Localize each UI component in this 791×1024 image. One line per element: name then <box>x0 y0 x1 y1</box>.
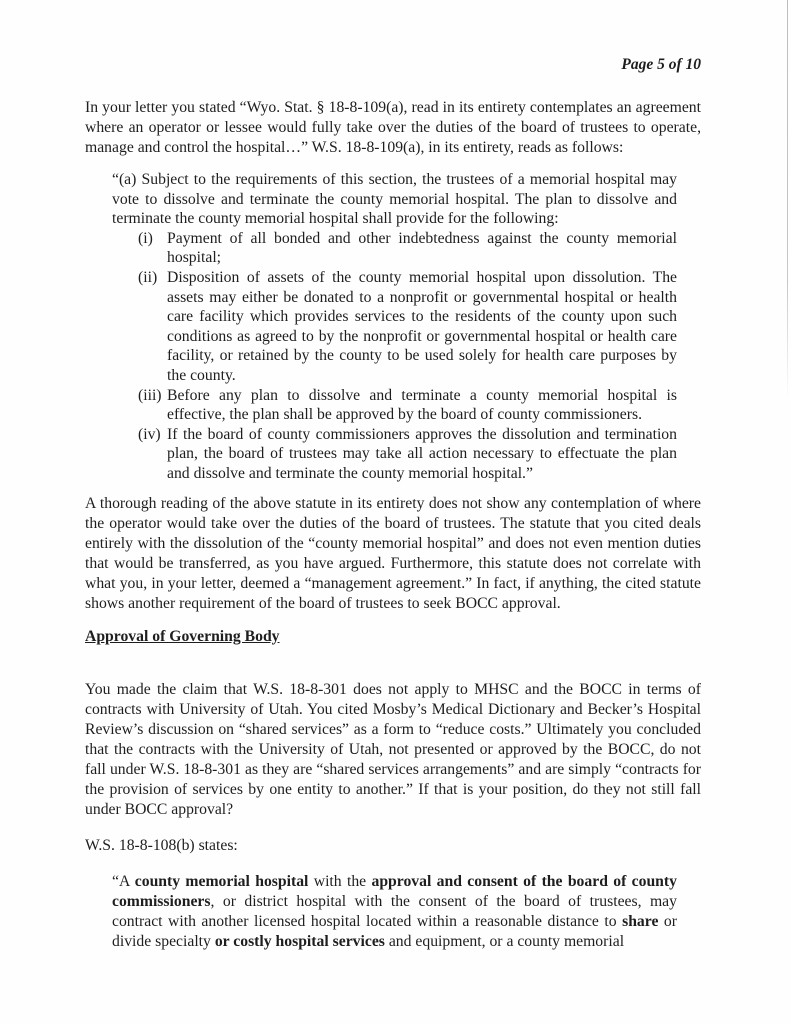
quote-segment: or divide specialty <box>112 912 677 950</box>
scan-artifact-line <box>787 0 788 400</box>
statute-item-label: (iv) <box>138 425 161 443</box>
statute-item-label: (iii) <box>138 386 162 404</box>
quote-segment-bold: or costly hospital services <box>214 932 385 950</box>
section-heading-approval-of-governing-body: Approval of Governing Body <box>85 627 280 645</box>
page-number-header: Page 5 of 10 <box>621 56 701 73</box>
statute-item-label: (i) <box>138 229 153 247</box>
quote-segment-bold: share <box>622 912 659 930</box>
statute-item-iv <box>112 425 677 484</box>
quote-segment: “A <box>112 872 135 890</box>
statute-item-iii <box>112 386 677 425</box>
statute-quote-18-8-109a <box>112 170 677 484</box>
statute-quote-18-8-108b <box>112 872 677 952</box>
quote-segment: , or district hospital with the consent of the board of trustees, may contract with another licensed hospital located within a reasonable distance to <box>112 892 677 930</box>
statute-quote-intro: “(a) Subject to the requirements of this section, the trustees of a memorial hospital may vote to dissolve and terminate the county memorial hospital. The plan to dissolve and terminate the county memorial hospital shall provide for the following: <box>112 171 677 228</box>
document-content <box>85 57 701 952</box>
paragraph-statute-lead-in: W.S. 18-8-108(b) states: <box>85 836 238 854</box>
paragraph-claim-response: You made the claim that W.S. 18-8-301 does not apply to MHSC and the BOCC in terms of contracts with University of Utah. You cited Mosby’s Medical Dictionary and Becker’s Hospital Review’s discussion on “shared services” as a form to “reduce costs.” Ultimately you concluded that the contracts with the University of Utah, not presented or approved by the BOCC, do not fall under W.S. 18-8-301 as they are “shared services arrangements” and are simply “contracts for the provision of services by one entity to another.” If that is your position, do they not still fall under BOCC approval? <box>85 680 701 818</box>
statute-item-text: Disposition of assets of the county memorial hospital upon dissolution. The assets may either be donated to a nonprofit or governmental hospital or health care facility which provides services to the residents of the county upon such conditions as agreed to by the nonprofit or governmental hospital or health care facility, or retained by the county to be used solely for health care purposes by the county. <box>167 268 677 384</box>
statute-item-label: (ii) <box>138 268 158 286</box>
statute-item-text: Before any plan to dissolve and terminate a county memorial hospital is effective, the plan shall be approved by the board of county commissioners. <box>167 386 677 424</box>
quote-segment: with the <box>308 872 372 890</box>
quote-segment: and equipment, or a county memorial <box>384 932 625 950</box>
statute-item-ii <box>112 268 677 386</box>
statute-item-text: If the board of county commissioners approves the dissolution and termination plan, the board of trustees may take all action necessary to effectuate the plan and dissolve and terminate the county memorial hospital.” <box>167 425 677 482</box>
quote-segment-bold: county memorial hospital <box>134 872 309 890</box>
statute-item-i <box>112 229 677 268</box>
paragraph-letter-intro: In your letter you stated “Wyo. Stat. § 18-8-109(a), read in its entirety contemplates an agreement where an operator or lessee would fully take over the duties of the board of trustees to operate, manage and control the hospital…” W.S. 18-8-109(a), in its entirety, reads as follows: <box>85 99 701 156</box>
quote-segment-bold: approval and consent of the board of county commissioners <box>112 872 677 910</box>
statute-item-text: Payment of all bonded and other indebtedness against the county memorial hospital; <box>167 229 677 267</box>
paragraph-statute-analysis: A thorough reading of the above statute in its entirety does not show any contemplation of where the operator would take over the duties of the board of trustees. The statute that you cited deals entirely with the dissolution of the “county memorial hospital” and does not even mention duties that would be transferred, as you have argued. Furthermore, this statute does not correlate with what you, in your letter, deemed a “management agreement.” In fact, if anything, the cited statute shows another requirement of the board of trustees to seek BOCC approval. <box>85 494 701 612</box>
